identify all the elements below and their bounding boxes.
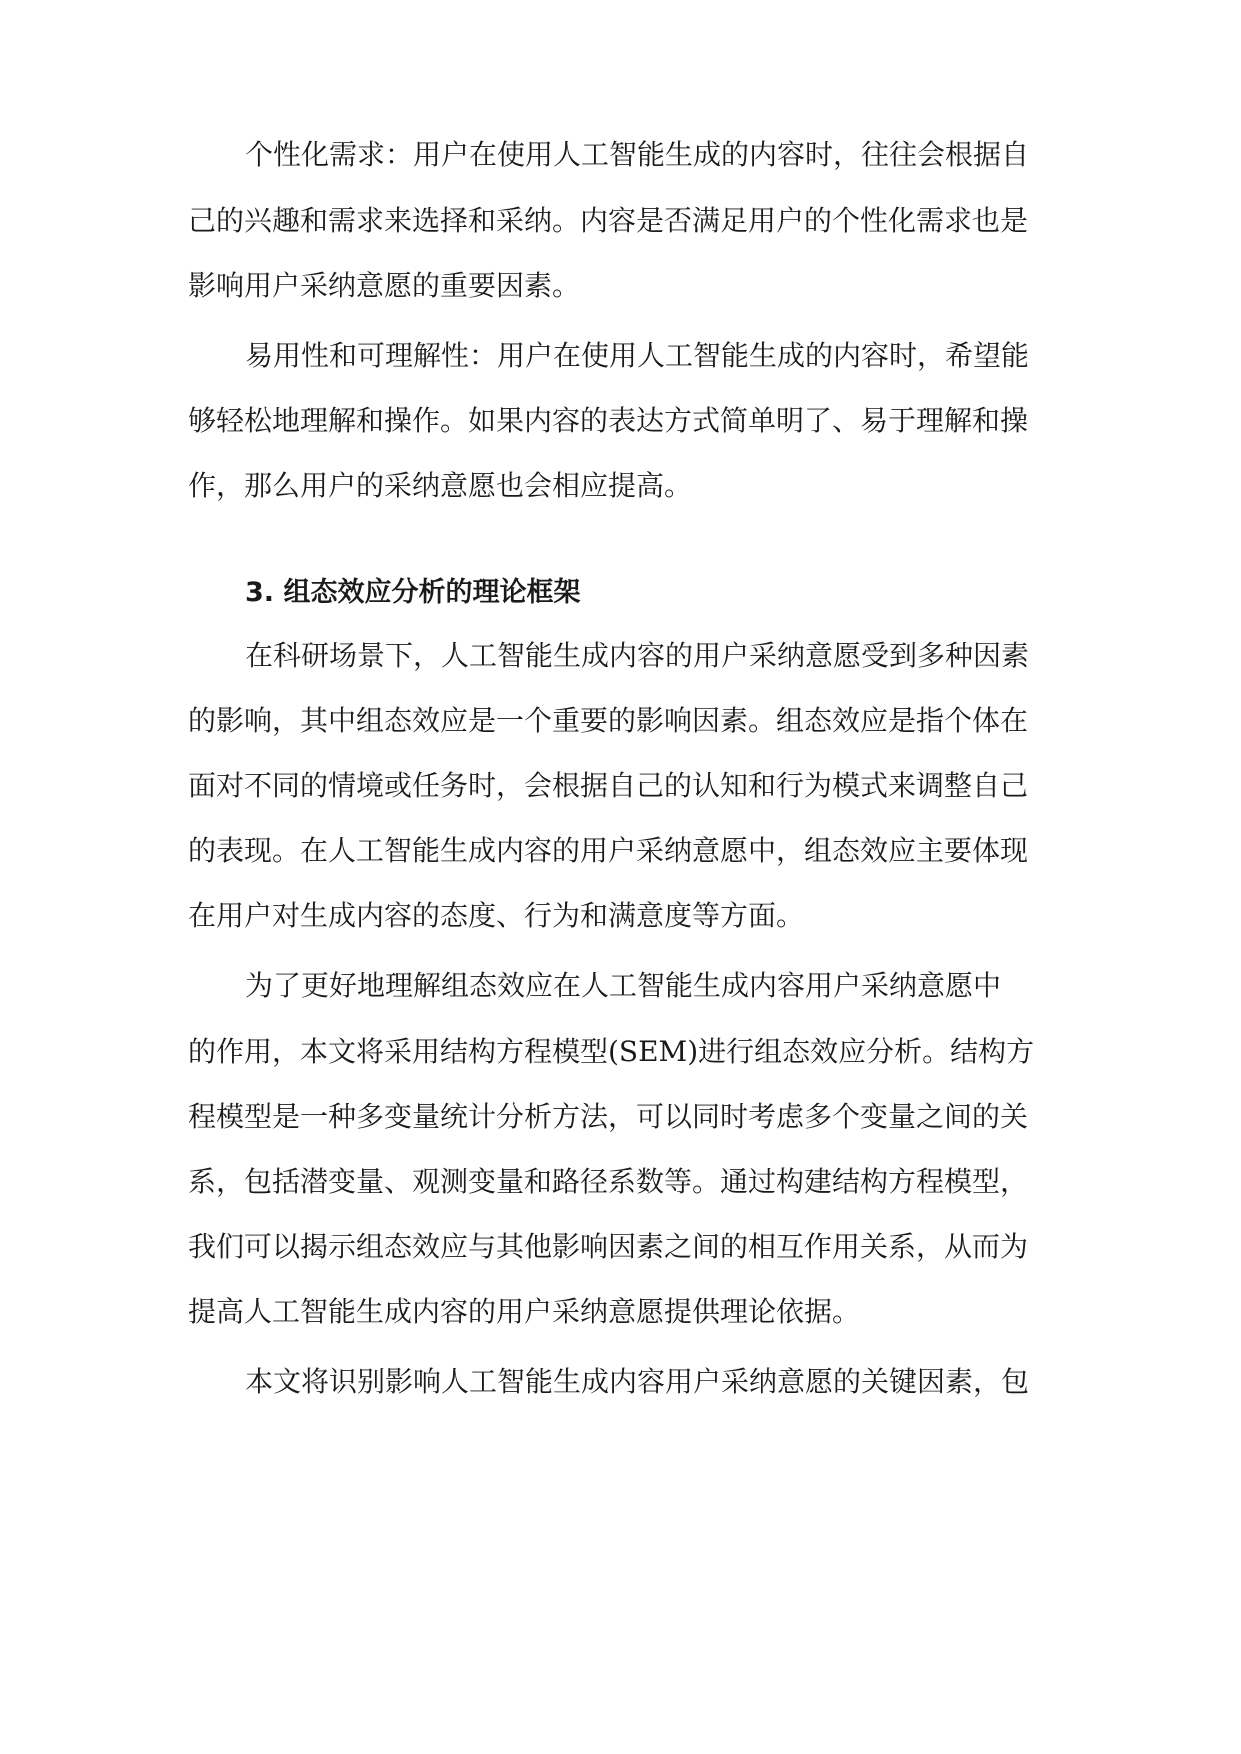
paragraph-sem-line-6: 提高人工智能生成内容的用户采纳意愿提供理论依据。 xyxy=(188,1295,861,1328)
paragraph-configuration-line-2: 的影响，其中组态效应是一个重要的影响因素。组态效应是指个体在 xyxy=(188,704,1029,737)
paragraph-personalization-line-2: 己的兴趣和需求来选择和采纳。内容是否满足用户的个性化需求也是 xyxy=(188,204,1029,237)
paragraph-sem-line-3: 程模型是一种多变量统计分析方法，可以同时考虑多个变量之间的关 xyxy=(188,1100,1029,1133)
paragraph-sem-line-2: 的作用，本文将采用结构方程模型(SEM)进行组态效应分析。结构方 xyxy=(188,1035,1035,1068)
paragraph-sem-line-5: 我们可以揭示组态效应与其他影响因素之间的相互作用关系，从而为 xyxy=(188,1230,1029,1263)
paragraph-usability-line-3: 作，那么用户的采纳意愿也会相应提高。 xyxy=(188,469,693,502)
paragraph-configuration-line-3: 面对不同的情境或任务时，会根据自己的认知和行为模式来调整自己 xyxy=(188,769,1029,802)
section-heading: 3. 组态效应分析的理论框架 xyxy=(245,577,581,608)
paragraph-usability-line-1: 易用性和可理解性：用户在使用人工智能生成的内容时，希望能 xyxy=(245,339,1030,372)
paragraph-sem-line-4: 系，包括潜变量、观测变量和路径系数等。通过构建结构方程模型， xyxy=(188,1165,1029,1198)
paragraph-configuration-line-4: 的表现。在人工智能生成内容的用户采纳意愿中，组态效应主要体现 xyxy=(188,834,1029,867)
paragraph-configuration-line-5: 在用户对生成内容的态度、行为和满意度等方面。 xyxy=(188,899,805,932)
paragraph-key-factors-line-1: 本文将识别影响人工智能生成内容用户采纳意愿的关键因素，包 xyxy=(245,1365,1030,1398)
paragraph-configuration-line-1: 在科研场景下，人工智能生成内容的用户采纳意愿受到多种因素 xyxy=(245,639,1030,672)
paragraph-personalization-line-1: 个性化需求：用户在使用人工智能生成的内容时，往往会根据自 xyxy=(245,138,1030,171)
paragraph-sem-line-1: 为了更好地理解组态效应在人工智能生成内容用户采纳意愿中 xyxy=(245,969,1002,1002)
paragraph-personalization-line-3: 影响用户采纳意愿的重要因素。 xyxy=(188,269,581,302)
paragraph-usability-line-2: 够轻松地理解和操作。如果内容的表达方式简单明了、易于理解和操 xyxy=(188,404,1029,437)
